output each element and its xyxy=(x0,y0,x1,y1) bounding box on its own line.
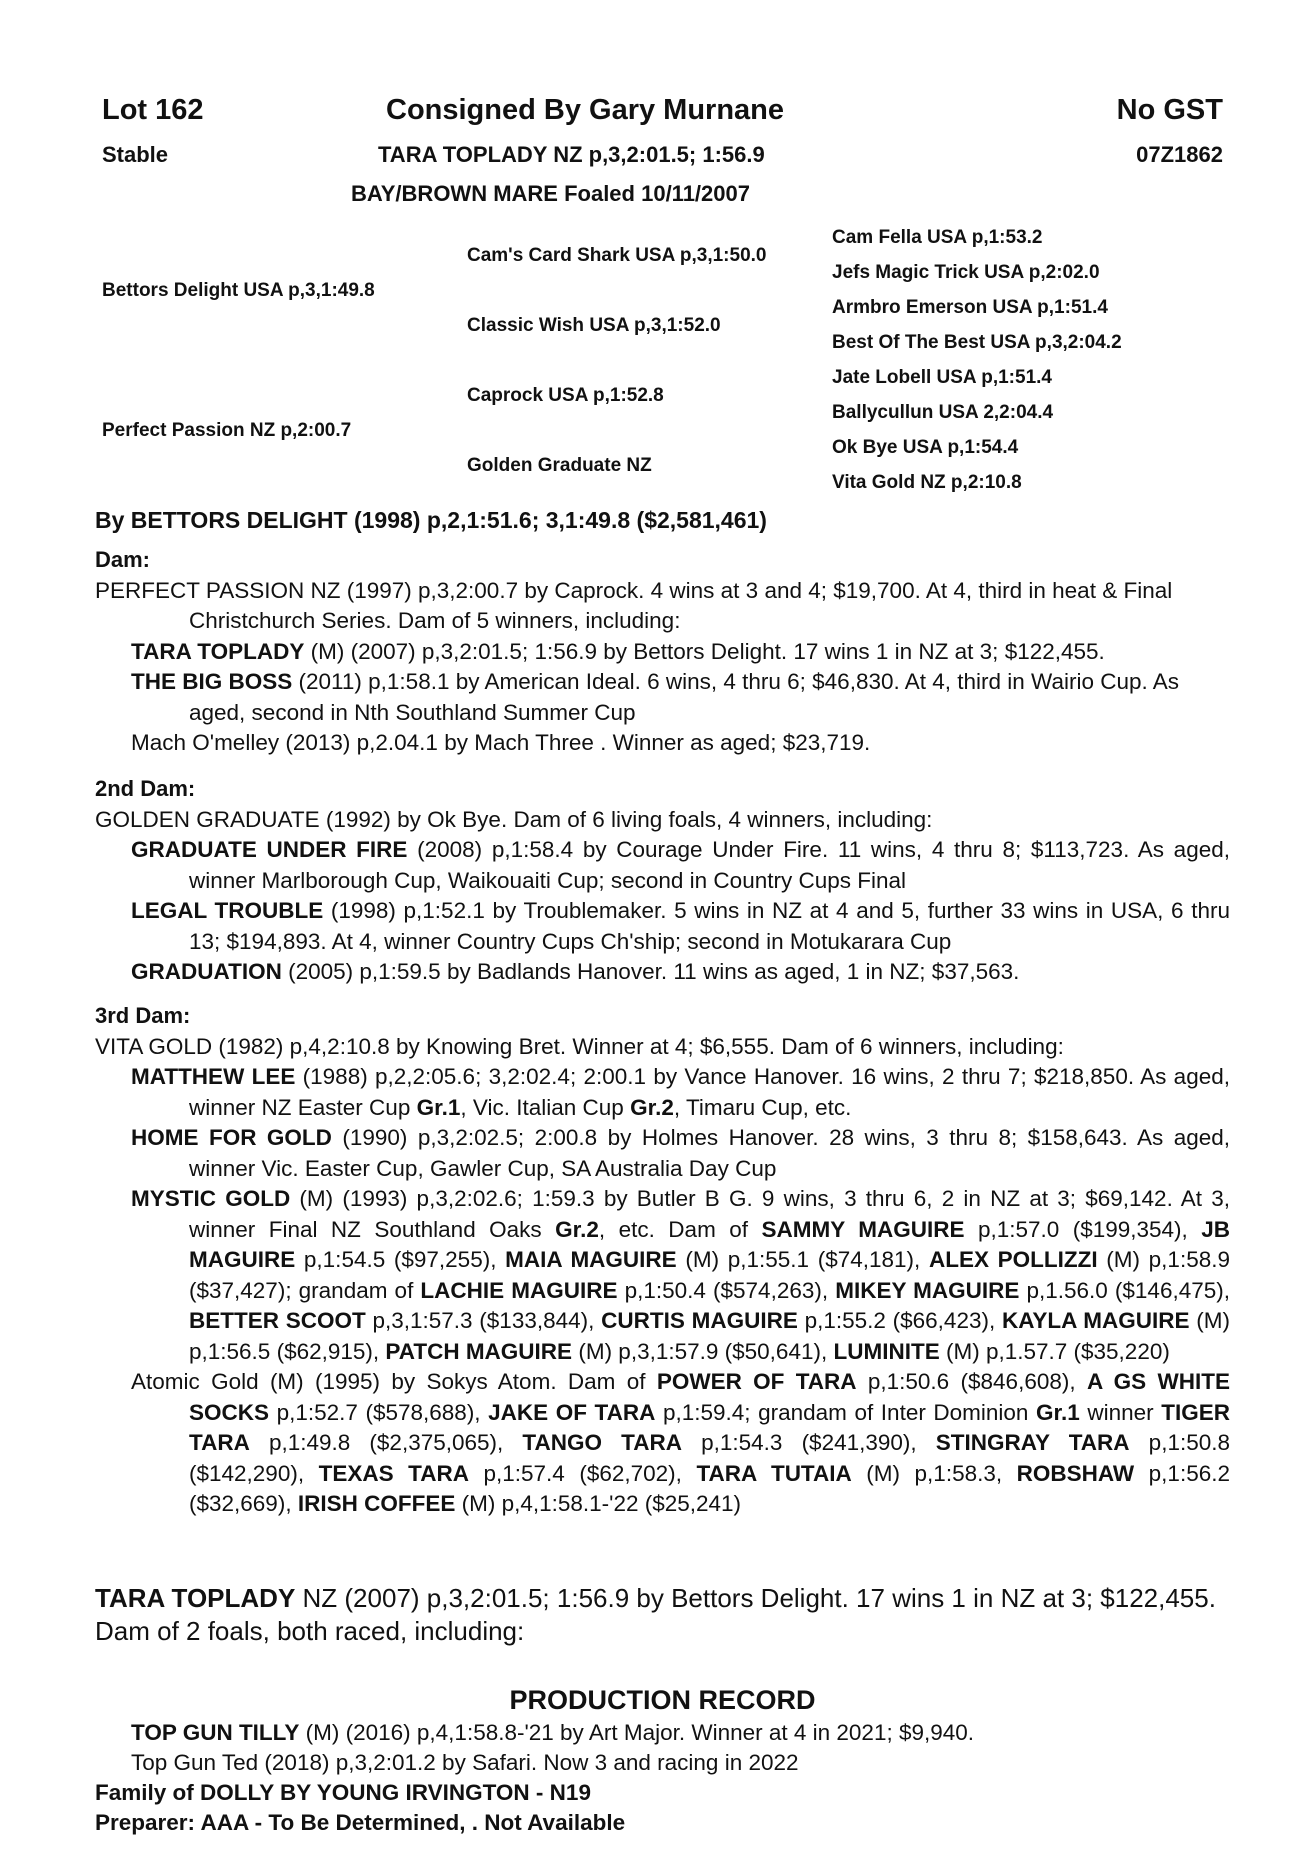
subject-summary xyxy=(95,1582,1230,1648)
second-dam-heading: 2nd Dam: xyxy=(95,776,196,801)
progeny-name: TARA TOPLADY xyxy=(131,638,305,664)
progeny-text: winner xyxy=(1079,1399,1162,1425)
progeny-text: (2005) p,1:59.5 by Badlands Hanover. 11 wins as aged, 1 in NZ; $37,563. xyxy=(281,959,1020,984)
progeny-text: p,1:54.3 ($241,390), xyxy=(681,1430,936,1455)
third-dam-intro: VITA GOLD (1982) p,4,2:10.8 by Knowing Bret. Winner at 4; $6,555. Dam of 6 winners, including: xyxy=(95,1033,1064,1059)
progeny-text: p,1:52.7 ($578,688), xyxy=(269,1399,489,1425)
progeny-text: (M) p,1:56.5 ($62,915), xyxy=(189,1308,1231,1364)
progeny-name: TOP GUN TILLY xyxy=(131,1720,300,1745)
second-dam-section xyxy=(95,774,1230,988)
progeny-text: (M) p,1:58.9 ($37,427); grandam of xyxy=(189,1247,1230,1303)
gst-status: No GST xyxy=(1116,94,1223,126)
progeny-name: A GS WHITE SOCKS xyxy=(189,1369,1230,1425)
second-dam-intro: GOLDEN GRADUATE (1992) by Ok Bye. Dam of 6 living foals, 4 winners, including: xyxy=(95,806,933,832)
subject-name: TARA TOPLADY xyxy=(95,1583,296,1613)
progeny-text: (1988) p,2,2:05.6; 3,2:02.4; 2:00.1 by Vance Hanover. 16 wins, 2 thru 7; $218,850. As aged, winner NZ Easter Cup xyxy=(189,1064,1230,1120)
progeny-text: p,3,1:57.3 ($133,844), xyxy=(365,1308,602,1333)
progeny-text: (M) (2007) p,3,2:01.5; 1:56.9 by Bettors Delight. 17 wins 1 in NZ at 3; $122,455. xyxy=(304,638,1105,664)
third-dam-progeny-3 xyxy=(95,1184,1230,1367)
second-dam-progeny-2 xyxy=(95,896,1230,957)
progeny-text: (M) p,1.57.7 ($35,220) xyxy=(939,1338,1170,1364)
subject-text xyxy=(95,1582,1230,1648)
progeny-name: GRADUATION xyxy=(131,959,282,984)
progeny-text: (2008) p,1:58.4 by Courage Under Fire. 11 wins, 4 thru 8; $113,723. As aged, winner Marlborough Cup, Waikouaiti Cup; second in Country Cups Final xyxy=(189,837,1230,893)
grade-badge: Gr.1 xyxy=(1036,1399,1080,1425)
progeny-name: IRISH COFFEE xyxy=(297,1491,456,1516)
progeny-name: ALEX POLLIZZI xyxy=(928,1247,1098,1272)
grade-badge: Gr.2 xyxy=(630,1094,674,1120)
pedigree-gen3-4: Best Of The Best USA p,3,2:04.2 xyxy=(832,332,1122,353)
pedigree-sire: Bettors Delight USA p,3,1:49.8 xyxy=(102,280,375,301)
production-record xyxy=(95,1682,1230,1838)
production-entry-1 xyxy=(95,1718,1230,1748)
progeny-name: LACHIE MAGUIRE xyxy=(420,1277,618,1303)
pedigree-dam: Perfect Passion NZ p,2:00.7 xyxy=(102,420,352,441)
dam-progeny-1 xyxy=(95,637,1230,668)
pedigree-gen3-8: Vita Gold NZ p,2:10.8 xyxy=(832,472,1022,493)
progeny-text: , Vic. Italian Cup xyxy=(460,1094,631,1120)
pedigree-dam-dam: Golden Graduate NZ xyxy=(467,455,652,476)
progeny-name: ROBSHAW xyxy=(1016,1460,1135,1486)
progeny-name: POWER OF TARA xyxy=(656,1369,857,1394)
second-dam-progeny-1 xyxy=(95,835,1230,896)
dam-progeny-2 xyxy=(95,667,1230,728)
progeny-text: (M) (2016) p,4,1:58.8-'21 by Art Major. Winner at 4 in 2021; $9,940. xyxy=(299,1720,975,1745)
progeny-name: MATTHEW LEE xyxy=(131,1064,296,1089)
progeny-text: (M) p,3,1:57.9 ($50,641), xyxy=(572,1338,834,1364)
lot-number: Lot 162 xyxy=(102,94,204,126)
preparer-line: Preparer: AAA - To Be Determined, . Not Available xyxy=(95,1810,626,1835)
progeny-text: , Timaru Cup, etc. xyxy=(673,1094,852,1120)
horse-code: 07Z1862 xyxy=(1136,142,1223,167)
horse-description: BAY/BROWN MARE Foaled 10/11/2007 xyxy=(351,181,750,206)
progeny-name: LEGAL TROUBLE xyxy=(131,898,324,923)
pedigree-sire-dam: Classic Wish USA p,3,1:52.0 xyxy=(467,315,721,336)
progeny-text: Atomic Gold (M) (1995) by Sokys Atom. Dam of xyxy=(131,1369,657,1394)
progeny-name: CURTIS MAGUIRE xyxy=(601,1308,798,1333)
progeny-text: (2011) p,1:58.1 by American Ideal. 6 wins, 4 thru 6; $46,830. At 4, third in Wairio Cup. As aged, second in Nth Southland Summer Cup xyxy=(189,669,1180,725)
progeny-name: TARA TUTAIA xyxy=(696,1460,852,1486)
progeny-text: p,1:50.6 ($846,608), xyxy=(856,1369,1087,1394)
production-title: PRODUCTION RECORD xyxy=(509,1685,816,1715)
dam-intro: PERFECT PASSION NZ (1997) p,3,2:00.7 by Caprock. 4 wins at 3 and 4; $19,700. At 4, third in heat & Final Christchurch Series. Dam of 5 winners, including: xyxy=(95,577,1173,633)
progeny-text: p,1:54.5 ($97,255), xyxy=(295,1247,506,1272)
progeny-text: p,1:50.4 ($574,263), xyxy=(617,1277,836,1303)
production-entry-2: Top Gun Ted (2018) p,3,2:01.2 by Safari. Now 3 and racing in 2022 xyxy=(131,1750,799,1775)
pedigree-gen3-7: Ok Bye USA p,1:54.4 xyxy=(832,437,1019,458)
progeny-text: p,1:57.0 ($199,354), xyxy=(964,1216,1202,1242)
progeny-name: SAMMY MAGUIRE xyxy=(761,1216,965,1242)
grade-badge: Gr.2 xyxy=(555,1216,599,1242)
progeny-text: (1990) p,3,2:02.5; 2:00.8 by Holmes Hanover. 28 wins, 3 thru 8; $158,643. As aged, winner Vic. Easter Cup, Gawler Cup, SA Australia Day Cup xyxy=(189,1125,1230,1181)
progeny-text: , etc. Dam of xyxy=(598,1216,762,1242)
progeny-name: HOME FOR GOLD xyxy=(131,1125,332,1150)
third-dam-heading: 3rd Dam: xyxy=(95,1003,191,1028)
family-line: Family of DOLLY BY YOUNG IRVINGTON - N19 xyxy=(95,1780,591,1805)
dam-progeny-3: Mach O'melley (2013) p,2.04.1 by Mach Three . Winner as aged; $23,719. xyxy=(131,730,871,755)
third-dam-progeny-4 xyxy=(95,1367,1230,1520)
progeny-text: (1998) p,1:52.1 by Troublemaker. 5 wins in NZ at 4 and 5, further 33 wins in USA, 6 thru 13; $194,893. At 4, winner Country Cups Ch'ship; second in Motukarara Cup xyxy=(189,898,1230,954)
progeny-name: KAYLA MAGUIRE xyxy=(1001,1308,1190,1333)
progeny-name: MAIA MAGUIRE xyxy=(505,1247,677,1272)
grade-badge: Gr.1 xyxy=(416,1094,461,1120)
progeny-text: (M) p,1:58.3, xyxy=(851,1460,1017,1486)
horse-title: TARA TOPLADY NZ p,3,2:01.5; 1:56.9 xyxy=(378,142,765,167)
progeny-text: p,1:56.2 ($32,669), xyxy=(189,1460,1230,1516)
pedigree-gen3-5: Jate Lobell USA p,1:51.4 xyxy=(832,367,1052,388)
third-dam-progeny-1 xyxy=(95,1062,1230,1123)
progeny-name: TANGO TARA xyxy=(522,1430,682,1455)
progeny-text: (M) (1993) p,3,2:02.6; 1:59.3 by Butler B G. 9 wins, 3 thru 6, 2 in NZ at 3; $69,142. At 3, winner Final NZ Southland Oaks xyxy=(189,1186,1230,1242)
progeny-name: JAKE OF TARA xyxy=(488,1399,656,1425)
progeny-text: p,1:50.8 ($142,290), xyxy=(189,1430,1231,1486)
progeny-text: (M) p,4,1:58.1-'22 ($25,241) xyxy=(455,1491,742,1516)
progeny-name: GRADUATE UNDER FIRE xyxy=(131,837,408,862)
progeny-text: p,1:57.4 ($62,702), xyxy=(468,1460,697,1486)
third-dam-progeny-2 xyxy=(95,1123,1230,1184)
progeny-text: (M) p,1:55.1 ($74,181), xyxy=(676,1247,929,1272)
pedigree-sire-sire: Cam's Card Shark USA p,3,1:50.0 xyxy=(467,245,767,266)
dam-section xyxy=(95,545,1230,759)
progeny-name: BETTER SCOOT xyxy=(189,1308,366,1333)
dam-heading: Dam: xyxy=(95,547,151,572)
progeny-text: p,1:55.2 ($66,423), xyxy=(797,1308,1002,1333)
progeny-name: PATCH MAGUIRE xyxy=(385,1338,573,1364)
progeny-name: THE BIG BOSS xyxy=(131,669,293,694)
progeny-name: MIKEY MAGUIRE xyxy=(835,1277,1020,1303)
consignor: Consigned By Gary Murnane xyxy=(386,94,785,126)
progeny-text: p,1.56.0 ($146,475), xyxy=(1019,1277,1230,1303)
progeny-name: MYSTIC GOLD xyxy=(131,1186,291,1211)
pedigree-gen3-1: Cam Fella USA p,1:53.2 xyxy=(832,227,1043,248)
subject-details: NZ (2007) p,3,2:01.5; 1:56.9 by Bettors Delight. 17 wins 1 in NZ at 3; $122,455. Dam of 2 foals, both raced, including: xyxy=(95,1583,1216,1646)
progeny-name: JB MAGUIRE xyxy=(189,1216,1231,1272)
pedigree-gen3-3: Armbro Emerson USA p,1:51.4 xyxy=(832,297,1108,318)
second-dam-progeny-3 xyxy=(95,957,1230,988)
pedigree-dam-sire: Caprock USA p,1:52.8 xyxy=(467,385,664,406)
stable-label: Stable xyxy=(102,142,169,167)
sire-summary: By BETTORS DELIGHT (1998) p,2,1:51.6; 3,1:49.8 ($2,581,461) xyxy=(95,507,767,533)
pedigree-gen3-6: Ballycullun USA 2,2:04.4 xyxy=(832,402,1054,423)
progeny-name: TIGER TARA xyxy=(189,1399,1230,1455)
progeny-text: p,1:49.8 ($2,375,065), xyxy=(249,1430,523,1455)
progeny-name: TEXAS TARA xyxy=(318,1460,469,1486)
third-dam-section xyxy=(95,1001,1230,1520)
progeny-text: p,1:59.4; grandam of Inter Dominion xyxy=(655,1399,1037,1425)
progeny-name: STINGRAY TARA xyxy=(935,1430,1130,1455)
pedigree-gen3-2: Jefs Magic Trick USA p,2:02.0 xyxy=(832,262,1100,283)
progeny-name: LUMINITE xyxy=(833,1338,940,1364)
